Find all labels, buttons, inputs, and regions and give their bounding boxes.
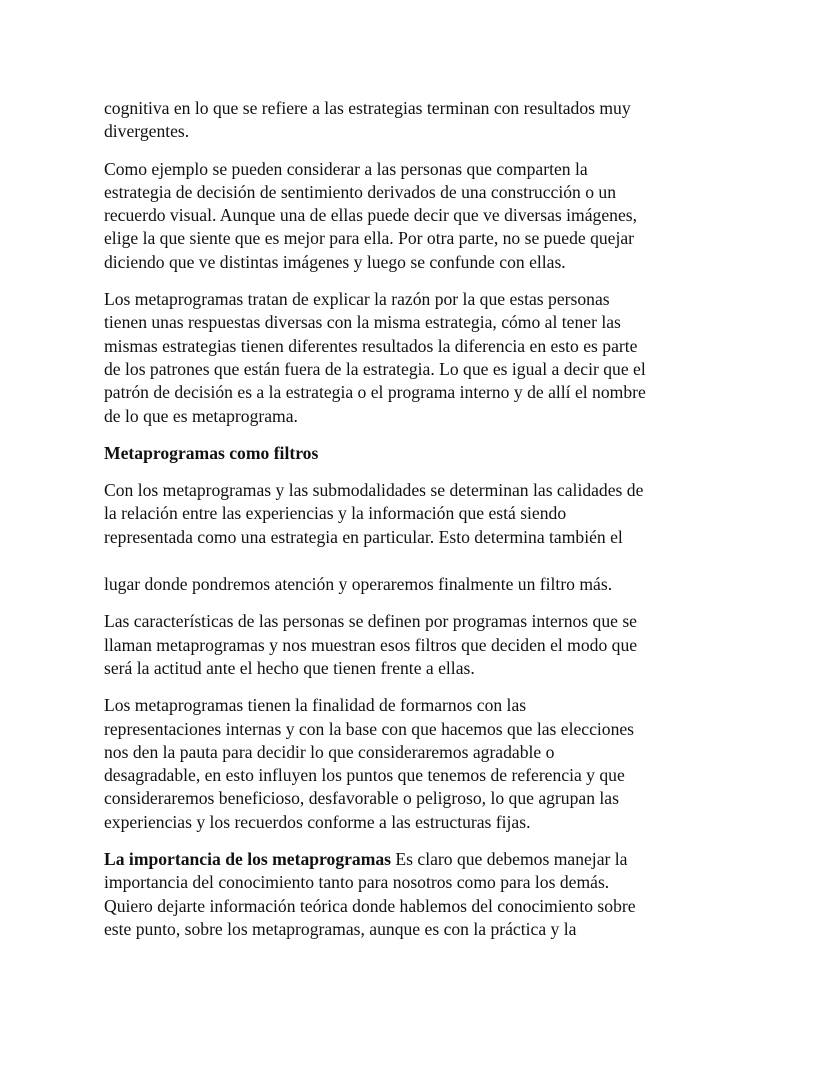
text-line: tienen unas respuestas diversas con la misma estrategia, cómo al tener las xyxy=(104,312,621,333)
text-line: Los metaprogramas tienen la finalidad de formarnos con las xyxy=(104,695,527,716)
inline-heading-importance: La importancia de los metaprogramas xyxy=(104,849,392,870)
text-run: Es claro que debemos manejar la xyxy=(391,849,628,870)
text-line: de lo que es metaprograma. xyxy=(104,405,298,426)
text-line: experiencias y los recuerdos conforme a las estructuras fijas. xyxy=(104,811,531,832)
text-line: representada como una estrategia en particular. Esto determina también el xyxy=(104,526,623,547)
text-line xyxy=(104,848,728,871)
text-line: divergentes. xyxy=(104,121,190,142)
text-line: representaciones internas y con la base con que hacemos que las elecciones xyxy=(104,718,635,739)
text-line: estrategia de decisión de sentimiento derivados de una construcción o un xyxy=(104,181,617,202)
text-line: cognitiva en lo que se refiere a las estrategias terminan con resultados muy xyxy=(104,98,631,118)
paragraph-characteristics xyxy=(104,610,728,680)
text-line: desagradable, en esto influyen los puntos que tenemos de referencia y que xyxy=(104,765,625,786)
text-line: diciendo que ve distintas imágenes y luego se confunde con ellas. xyxy=(104,251,566,272)
text-line: importancia del conocimiento tanto para nosotros como para los demás. xyxy=(104,872,610,893)
text-line: llaman metaprogramas y nos muestran esos filtros que deciden el modo que xyxy=(104,634,638,655)
text-line: nos den la pauta para decidir lo que consideraremos agradable o xyxy=(104,741,555,762)
paragraph-filters-2: lugar donde pondremos atención y operaremos finalmente un filtro más. xyxy=(104,574,613,595)
text-line: de los patrones que están fuera de la estrategia. Lo que es igual a decir que el xyxy=(104,358,646,379)
text-line: consideraremos beneficioso, desfavorable o peligroso, lo que agrupan las xyxy=(104,788,619,809)
text-line: elige la que siente que es mejor para ella. Por otra parte, no se puede quejar xyxy=(104,228,635,249)
text-line: Quiero dejarte información teórica donde hablemos del conocimiento sobre xyxy=(104,895,636,916)
text-line: mismas estrategias tienen diferentes resultados la diferencia en esto es parte xyxy=(104,335,638,356)
text-line: patrón de decisión es a la estrategia o el programa interno y de allí el nombre xyxy=(104,382,646,403)
text-line: será la actitud ante el hecho que tienen frente a ellas. xyxy=(104,657,475,678)
text-line: recuerdo visual. Aunque una de ellas puede decir que ve diversas imágenes, xyxy=(104,205,637,226)
paragraph-purpose xyxy=(104,694,728,834)
paragraph-importance xyxy=(104,848,728,941)
paragraph-strategies-intro xyxy=(104,97,728,144)
text-line: este punto, sobre los metaprogramas, aunque es con la práctica y la xyxy=(104,918,577,939)
text-line: Como ejemplo se pueden considerar a las personas que comparten la xyxy=(104,158,588,179)
paragraph-filters-1 xyxy=(104,479,728,549)
paragraph-metaprograms-explain xyxy=(104,288,728,428)
text-line: Las características de las personas se definen por programas internos que se xyxy=(104,611,637,632)
document-page xyxy=(104,97,728,955)
paragraph-example xyxy=(104,158,728,274)
text-line: la relación entre las experiencias y la información que está siendo xyxy=(104,503,567,524)
text-line: Con los metaprogramas y las submodalidades se determinan las calidades de xyxy=(104,480,644,501)
text-line: Los metaprogramas tratan de explicar la razón por la que estas personas xyxy=(104,289,610,310)
section-heading-filters: Metaprogramas como filtros xyxy=(104,442,319,463)
